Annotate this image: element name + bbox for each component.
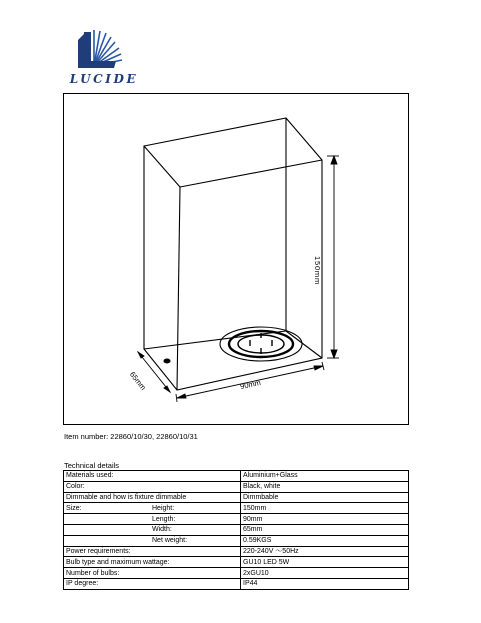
spec-label: Power requirements: <box>66 547 131 555</box>
spec-row <box>64 546 409 557</box>
item-number: Item number: 22860/10/30, 22860/10/31 <box>64 432 198 441</box>
spec-sublabel: Length: <box>152 515 176 523</box>
spec-value: IP44 <box>241 578 409 589</box>
spec-row <box>64 471 409 482</box>
spec-row <box>64 503 409 514</box>
spotlight-ring <box>220 327 302 361</box>
spec-value: 220-240V ～50Hz <box>241 546 409 557</box>
brand-logo <box>64 28 144 92</box>
height-dimension <box>327 156 339 358</box>
spec-value: 90mm <box>241 514 409 525</box>
brand-name: LUCIDE <box>69 72 139 86</box>
spec-label: Materials used: <box>66 472 114 480</box>
lucide-sun-logo-icon <box>64 28 144 72</box>
spec-row <box>64 514 409 525</box>
spec-label: Number of bulbs: <box>66 569 120 577</box>
spec-row <box>64 578 409 589</box>
technical-details-title: Technical details <box>64 461 120 470</box>
spec-value: 150mm <box>241 503 409 514</box>
spec-value: 2xGU10 <box>241 568 409 579</box>
spec-value: 65mm <box>241 524 409 535</box>
spec-sublabel: Width: <box>152 526 172 534</box>
spec-value: 0.59KGS <box>241 535 409 546</box>
spec-value: Black, white <box>241 481 409 492</box>
spec-row <box>64 492 409 503</box>
spec-row <box>64 524 409 535</box>
spec-value: Dimmbable <box>241 492 409 503</box>
spec-sublabel: Height: <box>152 504 175 512</box>
specs-table <box>63 470 409 590</box>
spec-label: Color: <box>66 483 85 491</box>
sensor-dot <box>164 359 171 364</box>
spec-value: GU10 LED 5W <box>241 557 409 568</box>
length-label: 90mm <box>239 377 262 392</box>
spec-row <box>64 568 409 579</box>
spec-label: IP degree: <box>66 580 99 588</box>
spec-label: Dimmable and how is fixture dimmable <box>66 493 187 501</box>
spec-label: Bulb type and maximum wattage: <box>66 558 170 566</box>
spec-label: Size: <box>66 504 82 512</box>
spec-row <box>64 481 409 492</box>
product-drawing <box>63 93 409 425</box>
spec-sublabel: Net weight: <box>152 537 188 545</box>
spec-row <box>64 535 409 546</box>
spec-value: Aluminium+Glass <box>241 471 409 482</box>
width-label: 65mm <box>127 370 148 392</box>
height-label: 150mm <box>313 256 322 286</box>
spec-row <box>64 557 409 568</box>
